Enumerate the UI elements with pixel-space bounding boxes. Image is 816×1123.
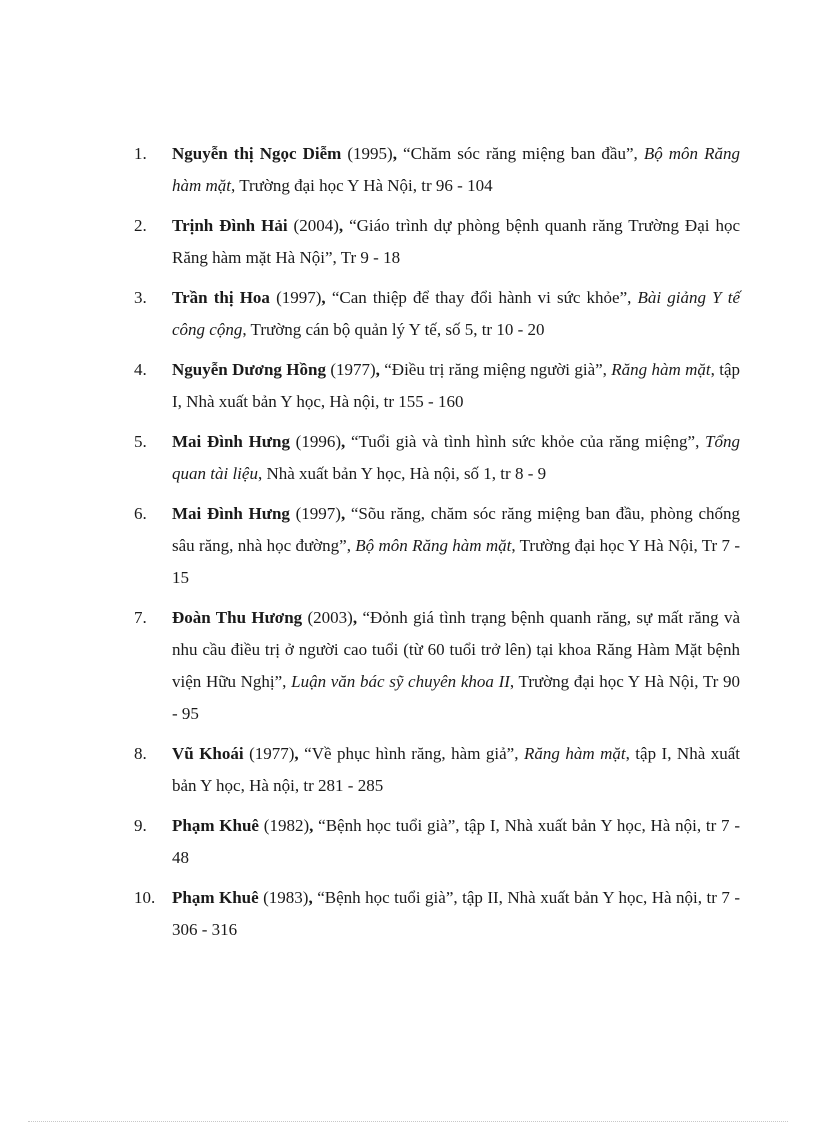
reference-title: “Sõu răng, chăm sóc răng miệng ban đầu, phòng chống sâu răng, nhà học đường”, <box>172 504 741 555</box>
reference-author: Mai Đình Hưng <box>172 432 290 451</box>
reference-separator: , <box>341 432 351 451</box>
reference-separator: , <box>308 888 318 907</box>
reference-item <box>134 354 740 418</box>
reference-separator: , <box>375 360 385 379</box>
reference-details: , Trường đại học Y Hà Nội, tr 96 - 104 <box>231 176 493 195</box>
reference-source: Luận văn bác sỹ chuyên khoa II <box>291 672 510 691</box>
reference-title: “Đỏnh giá tình trạng bệnh quanh răng, sự mất răng và nhu cầu điều trị ở người cao tuổi (từ 60 tuổi trở lên) tại khoa Răng Hàm Mặt bệnh viện Hữu Nghị”, <box>172 608 741 691</box>
reference-number: 6. <box>134 504 147 523</box>
reference-number: 5. <box>134 432 147 451</box>
reference-details: , Trường đại học Y Hà Nội, Tr 7 - 15 <box>172 536 740 587</box>
reference-item <box>134 138 740 202</box>
reference-item <box>134 738 740 802</box>
reference-number: 3. <box>134 288 147 307</box>
reference-number: 7. <box>134 608 147 627</box>
reference-source: Tổng quan tài liệu <box>172 432 740 483</box>
reference-number: 10. <box>134 888 156 907</box>
reference-number: 4. <box>134 360 147 379</box>
reference-separator: , <box>340 504 351 523</box>
reference-author: Đoàn Thu Hương <box>172 608 303 627</box>
reference-details: , Nhà xuất bản Y học, Hà nội, số 1, tr 8 - 9 <box>257 464 547 483</box>
reference-item <box>134 602 740 730</box>
reference-year: (2004) <box>287 216 339 235</box>
reference-year: (1997) <box>289 504 341 523</box>
reference-title: “Về phục hình răng, hàm giả”, <box>304 744 524 763</box>
reference-source: Bộ môn Răng hàm mặt <box>172 144 741 195</box>
reference-author: Nguyễn Dương Hồng <box>172 360 326 379</box>
reference-year: (1977) <box>325 360 376 379</box>
reference-title: “Bệnh học tuổi già”, tập I, Nhà xuất bản Y học, Hà nội, tr 7 - 48 <box>172 816 741 867</box>
reference-year: (1997) <box>269 288 322 307</box>
reference-author: Vũ Khoái <box>172 744 244 763</box>
reference-separator: , <box>309 816 319 835</box>
reference-item <box>134 810 740 874</box>
reference-title: “Tuổi già và tình hình sức khỏe của răng miệng”, <box>350 432 706 451</box>
reference-title: “Can thiệp để thay đổi hành vi sức khỏe”, <box>331 288 638 307</box>
reference-source: Răng hàm mặt <box>611 360 711 379</box>
reference-number: 8. <box>134 744 147 763</box>
reference-author: Trần thị Hoa <box>172 288 270 307</box>
reference-separator: , <box>338 216 350 235</box>
reference-separator: , <box>321 288 332 307</box>
reference-author: Nguyễn thị Ngọc Diễm <box>172 144 342 163</box>
reference-item <box>134 882 740 946</box>
reference-item <box>134 498 740 594</box>
reference-separator: , <box>392 144 404 163</box>
reference-author: Phạm Khuê <box>172 816 259 835</box>
reference-title: “Điều trị răng miệng người già”, <box>384 360 612 379</box>
reference-year: (1982) <box>258 816 310 835</box>
reference-year: (2003) <box>302 608 353 627</box>
reference-number: 1. <box>134 144 147 163</box>
reference-separator: , <box>352 608 363 627</box>
reference-number: 9. <box>134 816 147 835</box>
reference-details: , Trường cán bộ quản lý Y tế, số 5, tr 10 - 20 <box>242 320 545 339</box>
reference-separator: , <box>294 744 305 763</box>
reference-source: Răng hàm mặt <box>523 744 626 763</box>
reference-item <box>134 426 740 490</box>
reference-source: Bộ môn Răng hàm mặt <box>355 536 512 555</box>
reference-item <box>134 282 740 346</box>
reference-source: Bài giảng Y tế công cộng <box>172 288 741 339</box>
reference-year: (1983) <box>258 888 309 907</box>
reference-year: (1995) <box>341 144 393 163</box>
reference-year: (1977) <box>243 744 295 763</box>
reference-details: , Trường đại học Y Hà Nội, Tr 90 - 95 <box>172 672 740 723</box>
reference-list <box>134 138 740 954</box>
page-bottom-divider <box>28 1121 788 1122</box>
reference-title: “Bệnh học tuổi già”, tập II, Nhà xuất bản Y học, Hà nội, tr 7 - 306 - 316 <box>172 888 740 939</box>
reference-year: (1996) <box>289 432 341 451</box>
reference-title: “Chăm sóc răng miệng ban đầu”, <box>403 144 644 163</box>
reference-details: , tập I, Nhà xuất bản Y học, Hà nội, tr 281 - 285 <box>172 744 741 795</box>
reference-number: 2. <box>134 216 147 235</box>
reference-title: “Giáo trình dự phòng bệnh quanh răng Trường Đại học Răng hàm mặt Hà Nội”, Tr 9 - 18 <box>172 216 740 267</box>
reference-author: Phạm Khuê <box>172 888 259 907</box>
reference-item <box>134 210 740 274</box>
reference-author: Trịnh Đình Hải <box>172 216 288 235</box>
reference-author: Mai Đình Hưng <box>172 504 290 523</box>
reference-details: , tập I, Nhà xuất bản Y học, Hà nội, tr 155 - 160 <box>172 360 741 411</box>
